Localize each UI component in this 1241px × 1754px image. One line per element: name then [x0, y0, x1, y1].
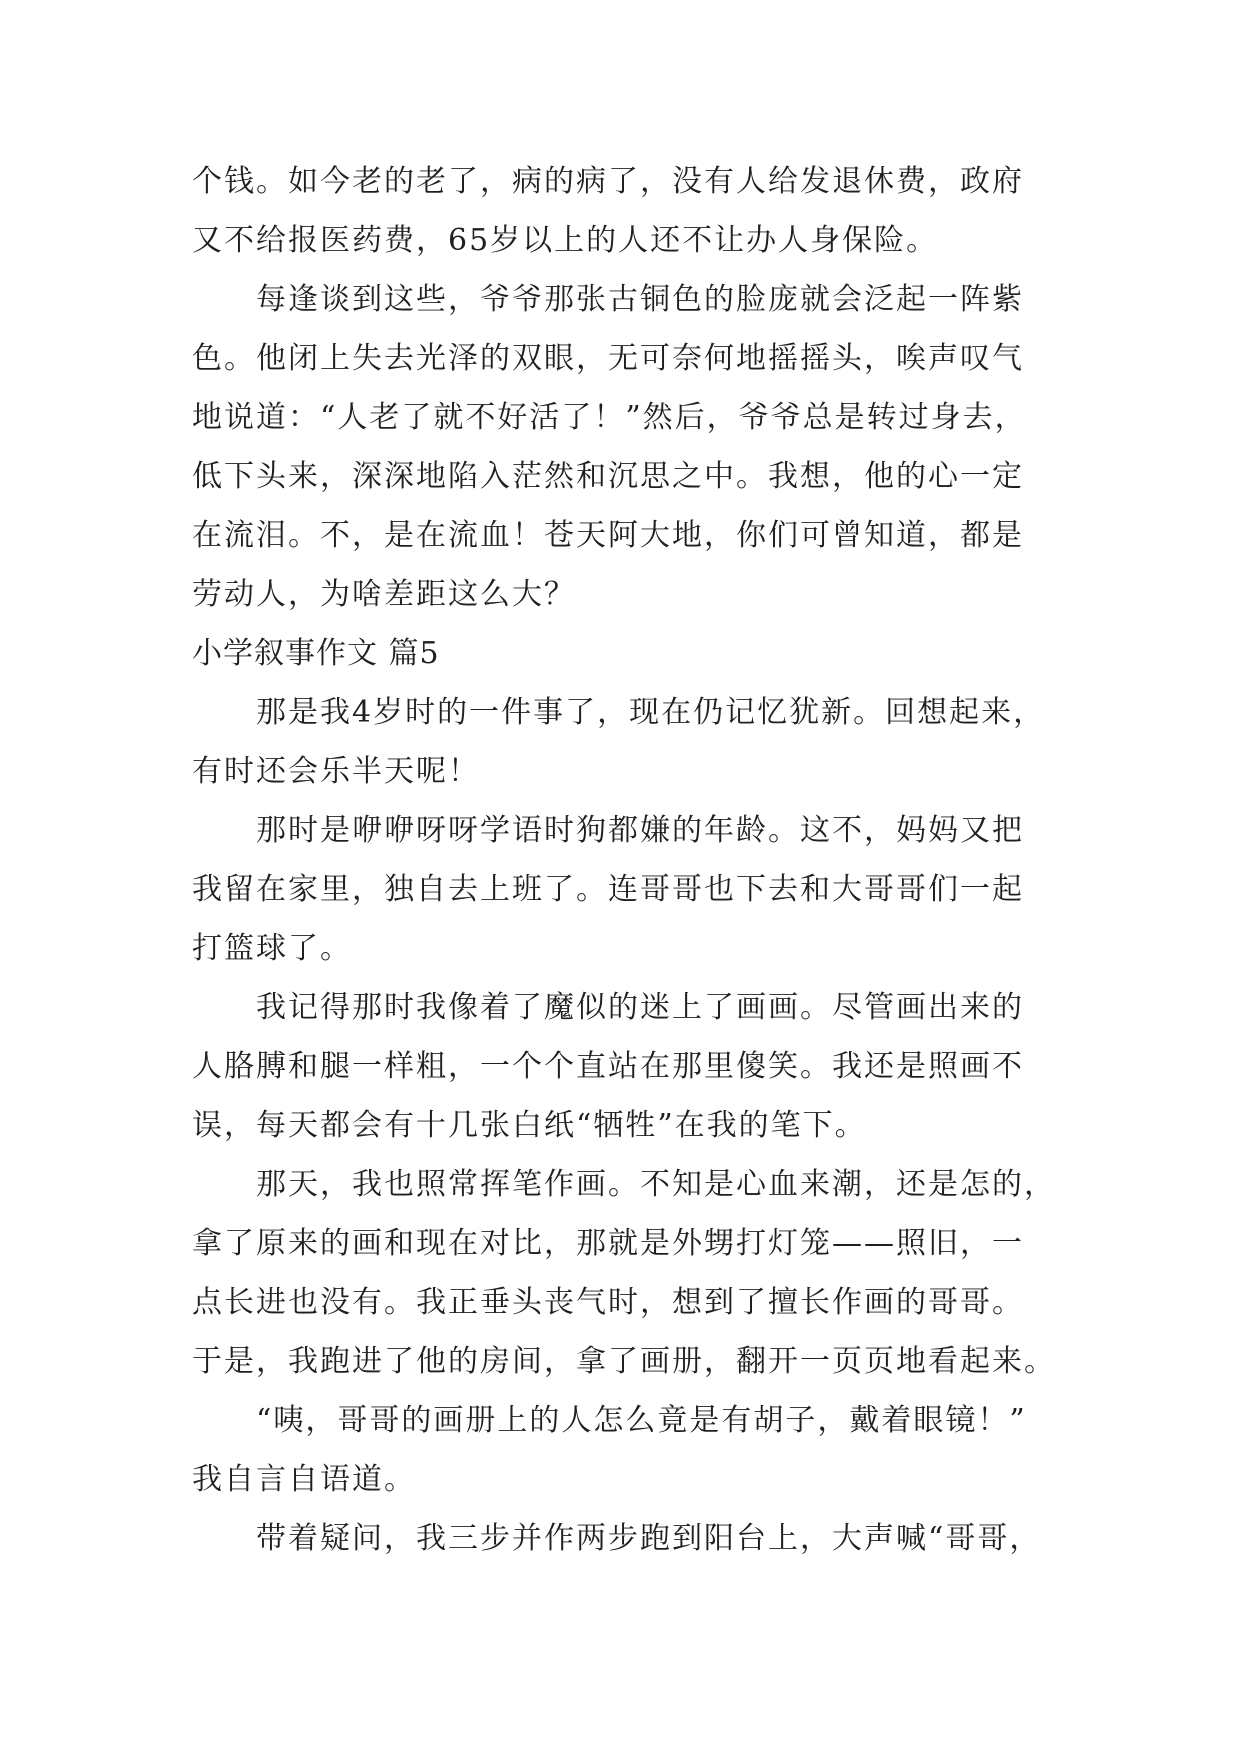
document-body — [192, 152, 1056, 1568]
paragraph-start-line: 那时是咿咿呀呀学语时狗都嫌的年龄。这不，妈妈又把 — [256, 813, 1024, 848]
text-line: 点长进也没有。我正垂头丧气时，想到了擅长作画的哥哥。 — [192, 1285, 1024, 1320]
text-line: 在流泪。不，是在流血！苍天阿大地，你们可曾知道，都是 — [192, 518, 1024, 553]
text-line: 我留在家里，独自去上班了。连哥哥也下去和大哥哥们一起 — [192, 872, 1024, 907]
section-heading: 小学叙事作文 篇5 — [192, 636, 440, 671]
text-line: 我自言自语道。 — [192, 1462, 416, 1497]
paragraph-start-line: 我记得那时我像着了魔似的迷上了画画。尽管画出来的 — [256, 990, 1024, 1025]
text-line: 打篮球了。 — [192, 931, 352, 966]
text-line: 低下头来，深深地陷入茫然和沉思之中。我想，他的心一定 — [192, 459, 1024, 494]
paragraph-start-line: 每逢谈到这些，爷爷那张古铜色的脸庞就会泛起一阵紫 — [256, 282, 1024, 317]
text-line: 劳动人，为啥差距这么大？ — [192, 577, 576, 612]
paragraph-start-line: 带着疑问，我三步并作两步跑到阳台上，大声喊“哥哥， — [256, 1521, 1042, 1556]
text-line: 人胳膊和腿一样粗，一个个直站在那里傻笑。我还是照画不 — [192, 1049, 1024, 1084]
text-line: 拿了原来的画和现在对比，那就是外甥打灯笼——照旧，一 — [192, 1226, 1024, 1261]
text-line: 色。他闭上失去光泽的双眼，无可奈何地摇摇头，唉声叹气 — [192, 341, 1024, 376]
paragraph-start-line: 那天，我也照常挥笔作画。不知是心血来潮，还是怎的， — [256, 1167, 1056, 1202]
paragraph-start-line: 那是我4岁时的一件事了，现在仍记忆犹新。回想起来， — [256, 695, 1046, 730]
paragraph-start-line: “咦，哥哥的画册上的人怎么竟是有胡子，戴着眼镜！” — [256, 1403, 1027, 1438]
text-line: 地说道：“人老了就不好活了！”然后，爷爷总是转过身去， — [192, 400, 1027, 435]
text-line: 又不给报医药费，65岁以上的人还不让办人身保险。 — [192, 223, 939, 258]
text-line: 误，每天都会有十几张白纸“牺牲”在我的笔下。 — [192, 1108, 867, 1143]
text-line: 于是，我跑进了他的房间，拿了画册，翻开一页页地看起来。 — [192, 1344, 1056, 1379]
text-line: 有时还会乐半天呢！ — [192, 754, 480, 789]
text-line: 个钱。如今老的老了，病的病了，没有人给发退休费，政府 — [192, 164, 1024, 199]
